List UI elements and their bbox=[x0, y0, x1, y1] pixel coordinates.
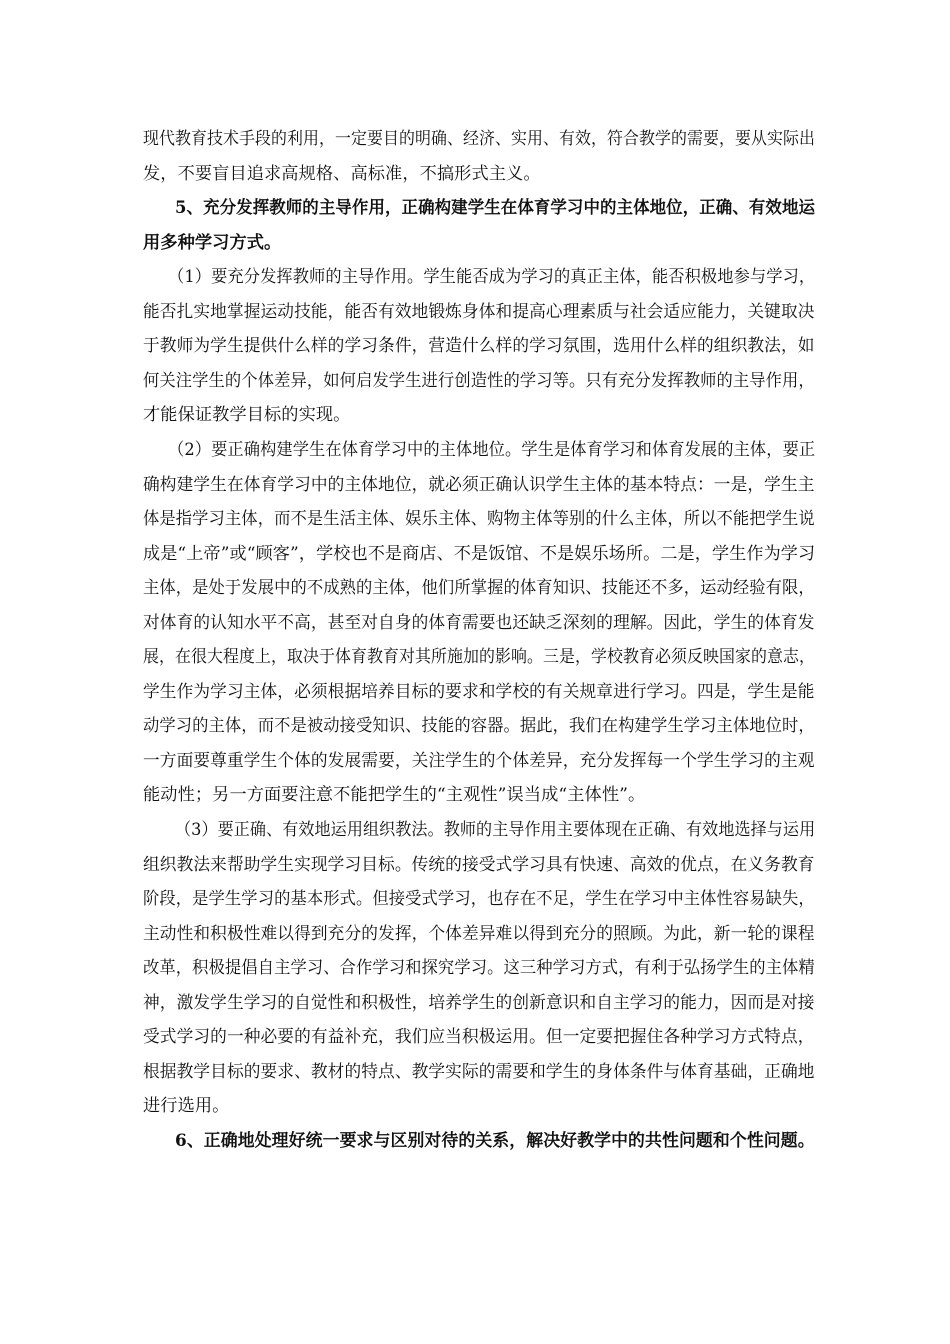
paragraph-line: 能否扎实地掌握运动技能，能否有效地锻炼身体和提高心理素质与社会适应能力，关键取决 bbox=[143, 301, 815, 322]
paragraph-line: 发，不要盲目追求高规格、高标准，不搞形式主义。 bbox=[143, 163, 541, 184]
paragraph-line: （2）要正确构建学生在体育学习中的主体地位。学生是体育学习和体育发展的主体，要正 bbox=[168, 439, 816, 460]
paragraph-line: 现代教育技术手段的利用，一定要目的明确、经济、实用、有效，符合教学的需要，要从实际出 bbox=[143, 129, 816, 149]
paragraph-line: 主动性和积极性难以得到充分的发挥，个体差异难以得到充分的照顾。为此，新一轮的课程 bbox=[143, 923, 815, 944]
paragraph-line: 确构建学生在体育学习中的主体地位，就必须正确认识学生主体的基本特点：一是，学生主 bbox=[143, 474, 815, 495]
paragraph-line: 才能保证教学目标的实现。 bbox=[143, 405, 351, 426]
paragraph-line: 体是指学习主体，而不是生活主体、娱乐主体、购物主体等别的什么主体，所以不能把学生说 bbox=[143, 509, 815, 529]
paragraph-line: （3）要正确、有效地运用组织教法。教师的主导作用主要体现在正确、有效地选择与运用 bbox=[175, 820, 816, 840]
paragraph-line: 成是“上帝”或“顾客”，学校也不是商店、不是饭馆、不是娱乐场所。二是，学生作为学习 bbox=[143, 543, 816, 564]
section-heading-line: 6、正确地处理好统一要求与区别对待的关系，解决好教学中的共性问题和个性问题。 bbox=[175, 1130, 815, 1151]
paragraph-line: 能动性；另一方面要注意不能把学生的“主观性”误当成“主体性”。 bbox=[143, 785, 646, 806]
paragraph-line: 对体育的认知水平不高，甚至对自身的体育需要也还缺乏深刻的理解。因此，学生的体育发 bbox=[143, 612, 815, 633]
paragraph-line: （1）要充分发挥教师的主导作用。学生能否成为学习的真正主体，能否积极地参与学习， bbox=[168, 267, 816, 288]
paragraph-line: 展，在很大程度上，取决于体育教育对其所施加的影响。三是，学校教育必须反映国家的意志， bbox=[143, 647, 816, 668]
paragraph-line: 学生作为学习主体，必须根据培养目标的要求和学校的有关规章进行学习。四是，学生是能 bbox=[143, 681, 815, 702]
paragraph-line: 何关注学生的个体差异，如何启发学生进行创造性的学习等。只有充分发挥教师的主导作用， bbox=[143, 370, 815, 391]
paragraph-line: 于教师为学生提供什么样的学习条件，营造什么样的学习氛围，选用什么样的组织教法，如 bbox=[143, 336, 815, 357]
paragraph-line: 主体，是处于发展中的不成熟的主体，他们所掌握的体育知识、技能还不多，运动经验有限， bbox=[143, 578, 815, 599]
paragraph-line: 动学习的主体，而不是被动接受知识、技能的容器。据此，我们在构建学生学习主体地位时， bbox=[143, 716, 815, 737]
paragraph-line: 根据教学目标的要求、教材的特点、教学实际的需要和学生的身体条件与体育基础，正确地 bbox=[143, 1061, 815, 1082]
paragraph-line: 受式学习的一种必要的有益补充，我们应当积极运用。但一定要把握住各种学习方式特点， bbox=[143, 1027, 815, 1048]
paragraph-line: 一方面要尊重学生个体的发展需要，关注学生的个体差异，充分发挥每一个学生学习的主观 bbox=[143, 750, 815, 771]
paragraph-line: 进行选用。 bbox=[143, 1096, 230, 1117]
section-heading-line: 5、充分发挥教师的主导作用，正确构建学生在体育学习中的主体地位，正确、有效地运 bbox=[175, 198, 816, 219]
paragraph-line: 改革，积极提倡自主学习、合作学习和探究学习。这三种学习方式，有利于弘扬学生的主体精 bbox=[143, 958, 815, 979]
section-heading-line: 用多种学习方式。 bbox=[143, 232, 282, 253]
paragraph-line: 神，激发学生学习的自觉性和积极性，培养学生的创新意识和自主学习的能力，因而是对接 bbox=[143, 992, 815, 1013]
paragraph-line: 组织教法来帮助学生实现学习目标。传统的接受式学习具有快速、高效的优点，在义务教育 bbox=[143, 854, 815, 875]
paragraph-line: 阶段，是学生学习的基本形式。但接受式学习，也存在不足，学生在学习中主体性容易缺失， bbox=[143, 889, 815, 910]
